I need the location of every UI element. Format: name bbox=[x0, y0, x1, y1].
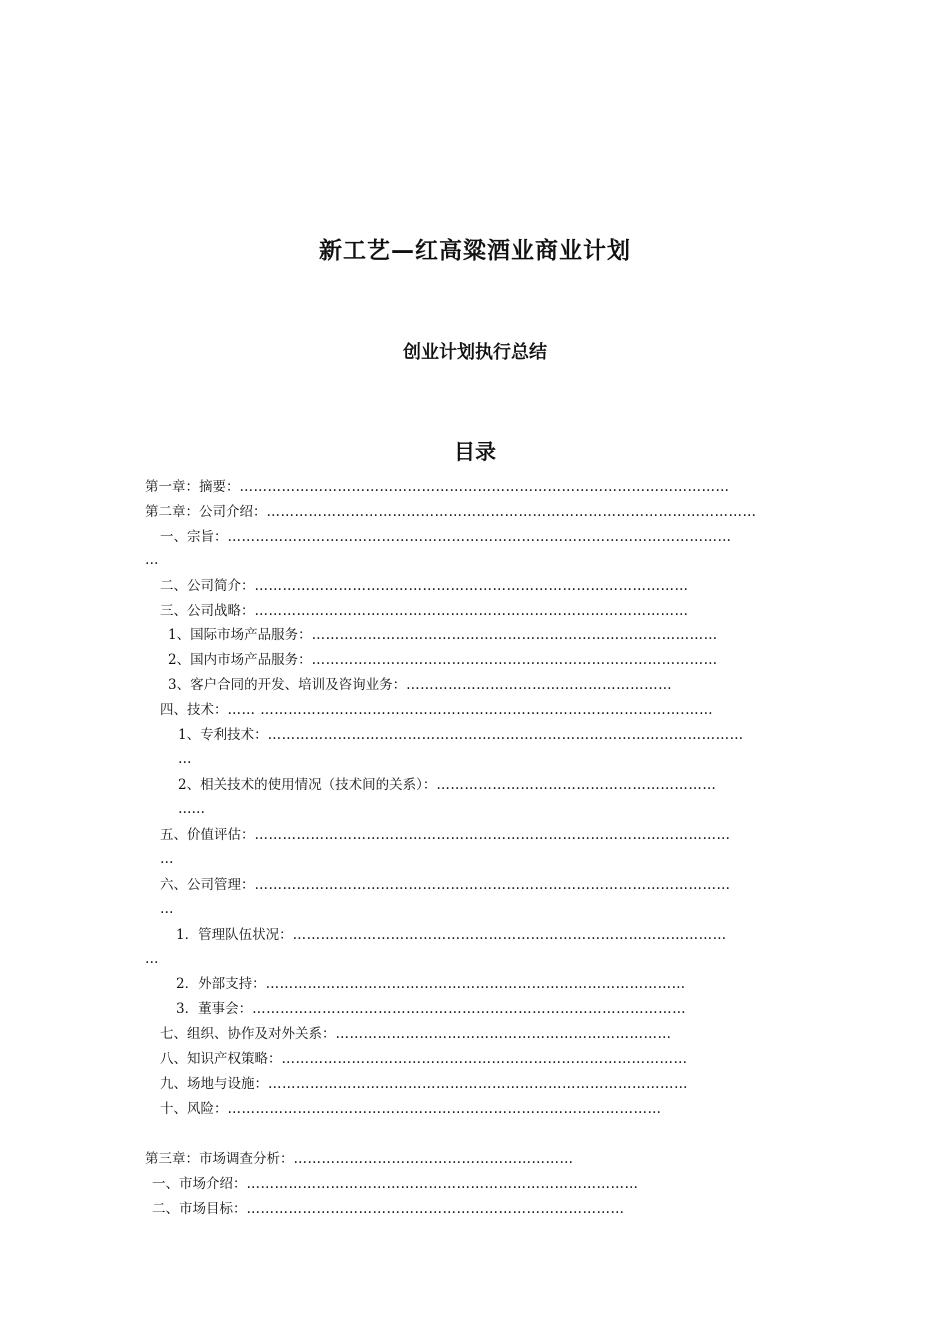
toc-leader-dots: ……………………………………………………………………………………………… bbox=[227, 529, 732, 545]
toc-entry-label: 1、专利技术： bbox=[178, 727, 268, 743]
toc-leader-dots: …… ……………………………………………………………………………….…… bbox=[227, 702, 714, 718]
toc-entry-label: 二、市场目标： bbox=[152, 1201, 247, 1217]
toc-dots-continuation: … bbox=[145, 552, 159, 568]
toc-entry-label: 四、技术： bbox=[160, 702, 228, 718]
toc-leader-dots: ………………………………………………………………………………… bbox=[252, 1001, 687, 1017]
toc-entry[interactable] bbox=[160, 1100, 662, 1118]
toc-leader-dots: ……………………………………………………………………………… bbox=[268, 1076, 688, 1092]
toc-leader-dots: …………………………………………………… bbox=[436, 777, 717, 793]
toc-entry-label: 第二章：公司介绍： bbox=[145, 504, 267, 520]
toc-leader-dots: ……………………………………………………………………………… bbox=[265, 976, 686, 992]
toc-entry-label: 九、场地与设施： bbox=[160, 1076, 268, 1092]
toc-entry-label: 3、客户合同的开发、培训及咨询业务： bbox=[168, 677, 407, 693]
toc-leader-dots: …………………………………………………………………………………………… bbox=[266, 504, 757, 520]
toc-entry[interactable] bbox=[160, 826, 731, 844]
toc-dots-continuation: … bbox=[160, 851, 174, 867]
toc-leader-dots: …………………………………………………… bbox=[293, 1151, 574, 1167]
toc-leader-dots: ………………………………………………………………………… bbox=[246, 1176, 639, 1192]
toc-entry-label: 一、市场介绍： bbox=[152, 1176, 247, 1192]
toc-leader-dots: …………………………………………………………………………… bbox=[281, 1051, 688, 1067]
toc-entry[interactable] bbox=[160, 1075, 688, 1093]
toc-entry[interactable] bbox=[152, 1175, 639, 1193]
toc-entry-label: 七、组织、协作及对外关系： bbox=[160, 1026, 336, 1042]
toc-entry[interactable] bbox=[160, 1025, 672, 1043]
toc-entry-label: 一、宗旨： bbox=[160, 529, 228, 545]
toc-entry[interactable] bbox=[176, 926, 727, 944]
toc-entry[interactable] bbox=[152, 1200, 625, 1218]
toc-entry-label: 1．管理队伍状况： bbox=[176, 927, 293, 943]
toc-dots-continuation: … bbox=[145, 951, 159, 967]
toc-entry[interactable] bbox=[145, 503, 757, 521]
toc-entry[interactable] bbox=[160, 528, 732, 546]
toc-entry-label: 3．董事会： bbox=[176, 1001, 253, 1017]
toc-entry-label: 2、国内市场产品服务： bbox=[168, 652, 312, 668]
toc-entry[interactable] bbox=[160, 1050, 688, 1068]
toc-leader-dots: …………………………………………………………………………… bbox=[311, 627, 718, 643]
toc-entry[interactable] bbox=[176, 1000, 686, 1018]
toc-leader-dots: ………………………………………………………………………………… bbox=[254, 578, 689, 594]
toc-entry[interactable] bbox=[145, 1150, 574, 1168]
toc-leader-dots: ………………………………………………………………………………… bbox=[254, 603, 689, 619]
toc-leader-dots: …………………………………………………………………………… bbox=[311, 652, 718, 668]
toc-entry[interactable] bbox=[178, 776, 716, 794]
document-title: 新工艺—红高粱酒业商业计划 bbox=[319, 238, 631, 264]
toc-entry-label: 八、知识产权策略： bbox=[160, 1051, 282, 1067]
toc-leader-dots: ………………………………………………………………………………………… bbox=[254, 827, 731, 843]
toc-heading: 目录 bbox=[454, 440, 496, 464]
toc-leader-dots: ………………………………………………………………………………………… bbox=[267, 727, 744, 743]
toc-entry-label: 五、价值评估： bbox=[160, 827, 255, 843]
toc-entry-label: 1、国际市场产品服务： bbox=[168, 627, 312, 643]
toc-entry-label: 2、相关技术的使用情况（技术间的关系）： bbox=[178, 777, 437, 793]
toc-leader-dots: ……………………………………………………………… bbox=[335, 1026, 672, 1042]
toc-entry-label: 三、公司战略： bbox=[160, 603, 255, 619]
toc-leader-dots: ………………………………………………………………………………………… bbox=[254, 877, 731, 893]
toc-dots-continuation: …… bbox=[178, 801, 205, 817]
toc-dots-continuation: … bbox=[178, 751, 192, 767]
toc-entry-label: 2．外部支持： bbox=[176, 976, 266, 992]
toc-entry-label: 第三章：市场调查分析： bbox=[145, 1151, 294, 1167]
toc-entry[interactable] bbox=[160, 701, 713, 719]
toc-dots-continuation: … bbox=[160, 901, 174, 917]
toc-entry[interactable] bbox=[160, 602, 689, 620]
toc-entry-label: 二、公司简介： bbox=[160, 578, 255, 594]
toc-entry-label: 六、公司管理： bbox=[160, 877, 255, 893]
toc-entry[interactable] bbox=[160, 577, 689, 595]
toc-leader-dots: …………………………………………………………………………………………… bbox=[239, 479, 730, 495]
toc-leader-dots: ………………………………………………………………………………… bbox=[292, 927, 727, 943]
toc-entry[interactable] bbox=[178, 726, 744, 744]
toc-entry[interactable] bbox=[176, 975, 686, 993]
toc-entry[interactable] bbox=[145, 478, 730, 496]
toc-entry[interactable] bbox=[160, 876, 731, 894]
toc-entry[interactable] bbox=[168, 651, 718, 669]
toc-entry-label: 十、风险： bbox=[160, 1101, 228, 1117]
toc-entry[interactable] bbox=[168, 676, 672, 694]
document-subtitle: 创业计划执行总结 bbox=[403, 342, 547, 363]
toc-leader-dots: ………………………………………………………………………………… bbox=[227, 1101, 662, 1117]
toc-entry[interactable] bbox=[168, 626, 718, 644]
toc-leader-dots: ……………………………………………………………………… bbox=[246, 1201, 625, 1217]
toc-entry-label: 第一章：摘要： bbox=[145, 479, 240, 495]
toc-leader-dots: ………………………………………………… bbox=[406, 677, 673, 693]
